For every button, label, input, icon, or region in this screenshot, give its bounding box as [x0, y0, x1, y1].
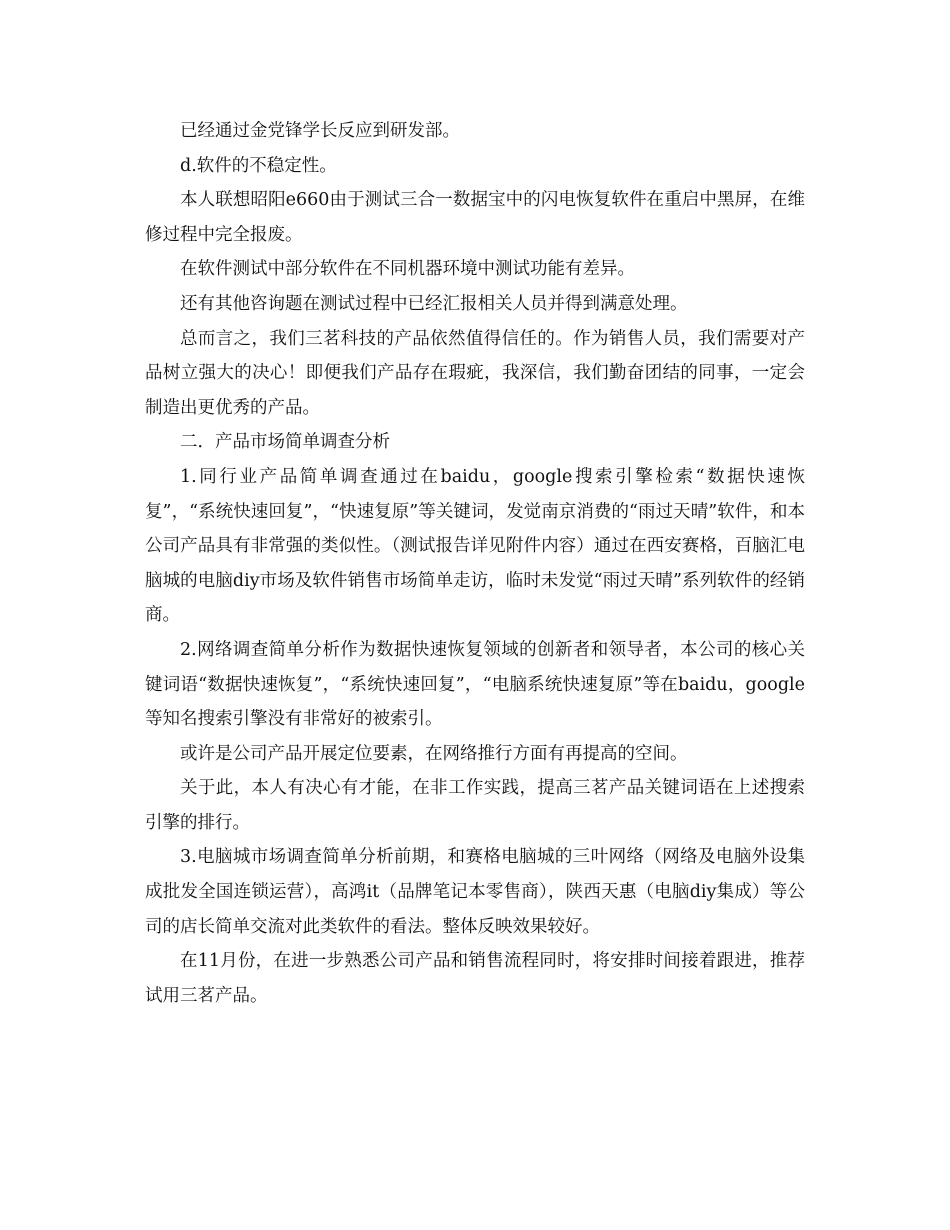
paragraph-10: 或许是公司产品开展定位要素，在网络推行方面有再提高的空间。 — [180, 743, 688, 764]
paragraph-12: 3.电脑城市场调查简单分析前期，和赛格电脑城的三叶网络（网络及电脑外设集成批发全国连锁运营），高鸿it（品牌笔记本零售商），陕西天惠（电脑diy集成）等公司的店长简单交流对此类软件的看法。整体反映效果较好。 — [145, 847, 805, 937]
section-heading: 二．产品市场简单调查分析 — [180, 432, 390, 453]
paragraph-5: 还有其他咨询题在测试过程中已经汇报相关人员并得到满意处理。 — [180, 293, 688, 314]
paragraph-11: 关于此，本人有决心有才能，在非工作实践，提高三茗产品关键词语在上述搜索引擎的排行。 — [145, 778, 805, 833]
paragraph-8: 1.同行业产品简单调查通过在baidu，google搜索引擎检索“数据快速恢复”，“系统快速回复”，“快速复原”等关键词，发觉南京消费的“雨过天晴”软件，和本公司产品具有非常强的类似性。（测试报告详见附件内容）通过在西安赛格，百脑汇电脑城的电脑diy市场及软件销售市场简单走访，临时未发觉“雨过天晴”系列软件的经销商。 — [145, 466, 805, 626]
paragraph-9: 2.网络调查简单分析作为数据快速恢复领域的创新者和领导者，本公司的核心关键词语“数据快速恢复”，“系统快速回复”，“电脑系统快速复原”等在baidu，google等知名搜索引擎没有非常好的被索引。 — [145, 639, 805, 730]
paragraph-6: 总而言之，我们三茗科技的产品依然值得信任的。作为销售人员，我们需要对产品树立强大的决心！即便我们产品存在瑕疵，我深信，我们勤奋团结的同事，一定会制造出更优秀的产品。 — [145, 328, 805, 418]
paragraph-13: 在11月份，在进一步熟悉公司产品和销售流程同时，将安排时间接着跟进，推荐试用三茗产品。 — [145, 951, 805, 1006]
paragraph-2: d.软件的不稳定性。 — [180, 155, 337, 176]
paragraph-1: 已经通过金党锋学长反应到研发部。 — [180, 121, 460, 141]
paragraph-3: 本人联想昭阳e660由于测试三合一数据宝中的闪电恢复软件在重启中黑屏，在维修过程中完全报废。 — [145, 190, 805, 245]
paragraph-4: 在软件测试中部分软件在不同机器环境中测试功能有差异。 — [180, 259, 635, 280]
document-body — [145, 114, 805, 1013]
